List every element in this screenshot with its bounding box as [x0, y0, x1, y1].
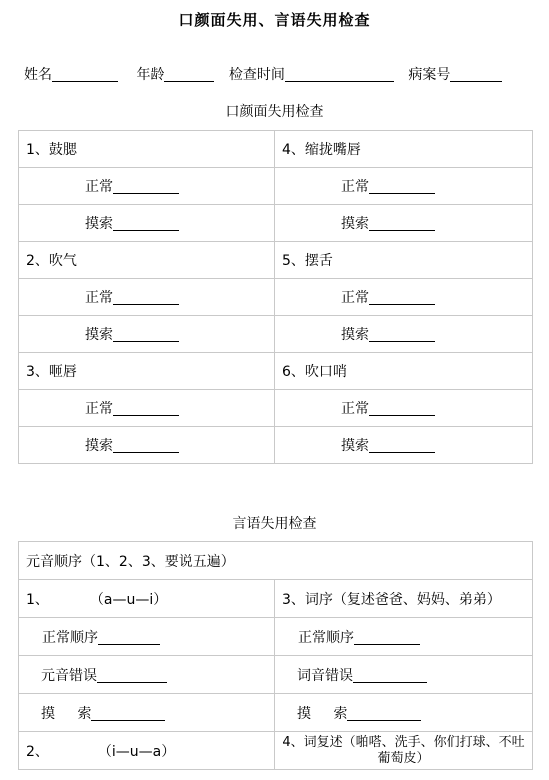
normal-order-field[interactable]: [354, 630, 420, 645]
verbal-apraxia-title: 言语失用检查: [232, 516, 317, 532]
explore-field[interactable]: [113, 216, 179, 231]
vowel-item-2: [19, 732, 275, 770]
normal-field[interactable]: [369, 179, 435, 194]
explore-field[interactable]: [113, 327, 179, 342]
word-repeat-item: 4、词复述（啪嗒、洗手、你们打球、不吐葡萄皮）: [275, 732, 533, 770]
item-label: 4、缩拢嘴唇: [275, 131, 533, 168]
case-no-label: 病案号: [408, 67, 451, 83]
explore-field[interactable]: [369, 216, 435, 231]
normal-row: [275, 168, 533, 205]
explore-label: 摸索: [341, 216, 369, 232]
explore-label: 摸索: [85, 327, 113, 343]
normal-label: 正常: [85, 290, 113, 306]
normal-order-row: [19, 618, 275, 656]
normal-label: 正常: [341, 179, 369, 195]
explore-label: 摸索: [341, 327, 369, 343]
explore-row: [19, 427, 275, 464]
normal-row: [275, 390, 533, 427]
oral-facial-apraxia-title: 口颜面失用检查: [225, 104, 324, 120]
normal-row: [19, 279, 275, 316]
normal-field[interactable]: [113, 401, 179, 416]
item-label: 1、鼓腮: [19, 131, 275, 168]
patient-info-row: [24, 64, 502, 84]
explore-row: [275, 694, 533, 732]
item-label: 6、吹口哨: [275, 353, 533, 390]
word-error-row: [275, 656, 533, 694]
normal-field[interactable]: [113, 290, 179, 305]
vowel-error-row: [19, 656, 275, 694]
item-label: 5、摆舌: [275, 242, 533, 279]
case-no-field[interactable]: [450, 67, 502, 82]
explore-row: [275, 205, 533, 242]
vowel-error-field[interactable]: [97, 668, 167, 683]
vowel-sequence: （i—u—a）: [104, 743, 176, 760]
word-order-item: 3、词序（复述爸爸、妈妈、弟弟）: [275, 580, 533, 618]
item-label: 2、吹气: [19, 242, 275, 279]
vowel-error-label: 元音错误: [41, 667, 97, 684]
explore-row: [19, 694, 275, 732]
explore-row: [19, 205, 275, 242]
document-title: 口颜面失用、言语失用检查: [178, 11, 371, 29]
normal-field[interactable]: [369, 290, 435, 305]
vowel-item-1: [19, 580, 275, 618]
explore-field[interactable]: [113, 438, 179, 453]
vowel-order-header: 元音顺序（1、2、3、要说五遍）: [19, 542, 533, 580]
normal-field[interactable]: [113, 179, 179, 194]
exam-time-field[interactable]: [285, 67, 394, 82]
normal-order-row: [275, 618, 533, 656]
normal-row: [19, 168, 275, 205]
explore-label: 摸索: [341, 438, 369, 454]
normal-field[interactable]: [369, 401, 435, 416]
normal-label: 正常: [341, 290, 369, 306]
normal-row: [19, 390, 275, 427]
explore-field[interactable]: [91, 706, 165, 721]
explore-label: 摸 索: [41, 705, 92, 722]
item-number: 2、: [26, 743, 49, 760]
verbal-apraxia-table: [18, 541, 533, 770]
explore-row: [275, 427, 533, 464]
normal-row: [275, 279, 533, 316]
normal-label: 正常: [341, 401, 369, 417]
explore-label: 摸索: [85, 438, 113, 454]
word-error-field[interactable]: [353, 668, 427, 683]
explore-row: [19, 316, 275, 353]
age-field[interactable]: [164, 67, 214, 82]
normal-label: 正常: [85, 179, 113, 195]
item-number: 1、: [26, 591, 49, 608]
item-label: 3、咂唇: [19, 353, 275, 390]
oral-facial-apraxia-table: [18, 130, 533, 464]
name-label: 姓名: [24, 67, 52, 83]
explore-row: [275, 316, 533, 353]
normal-order-label: 正常顺序: [42, 629, 98, 646]
explore-field[interactable]: [369, 438, 435, 453]
normal-order-field[interactable]: [98, 630, 160, 645]
exam-time-label: 检查时间: [228, 67, 285, 83]
explore-label: 摸索: [85, 216, 113, 232]
vowel-sequence: （a—u—i）: [96, 591, 168, 608]
normal-label: 正常: [85, 401, 113, 417]
name-field[interactable]: [52, 67, 118, 82]
word-error-label: 词音错误: [297, 667, 353, 684]
explore-field[interactable]: [347, 706, 421, 721]
age-label: 年龄: [136, 67, 165, 83]
explore-field[interactable]: [369, 327, 435, 342]
explore-label: 摸 索: [297, 705, 348, 722]
normal-order-label: 正常顺序: [298, 629, 354, 646]
